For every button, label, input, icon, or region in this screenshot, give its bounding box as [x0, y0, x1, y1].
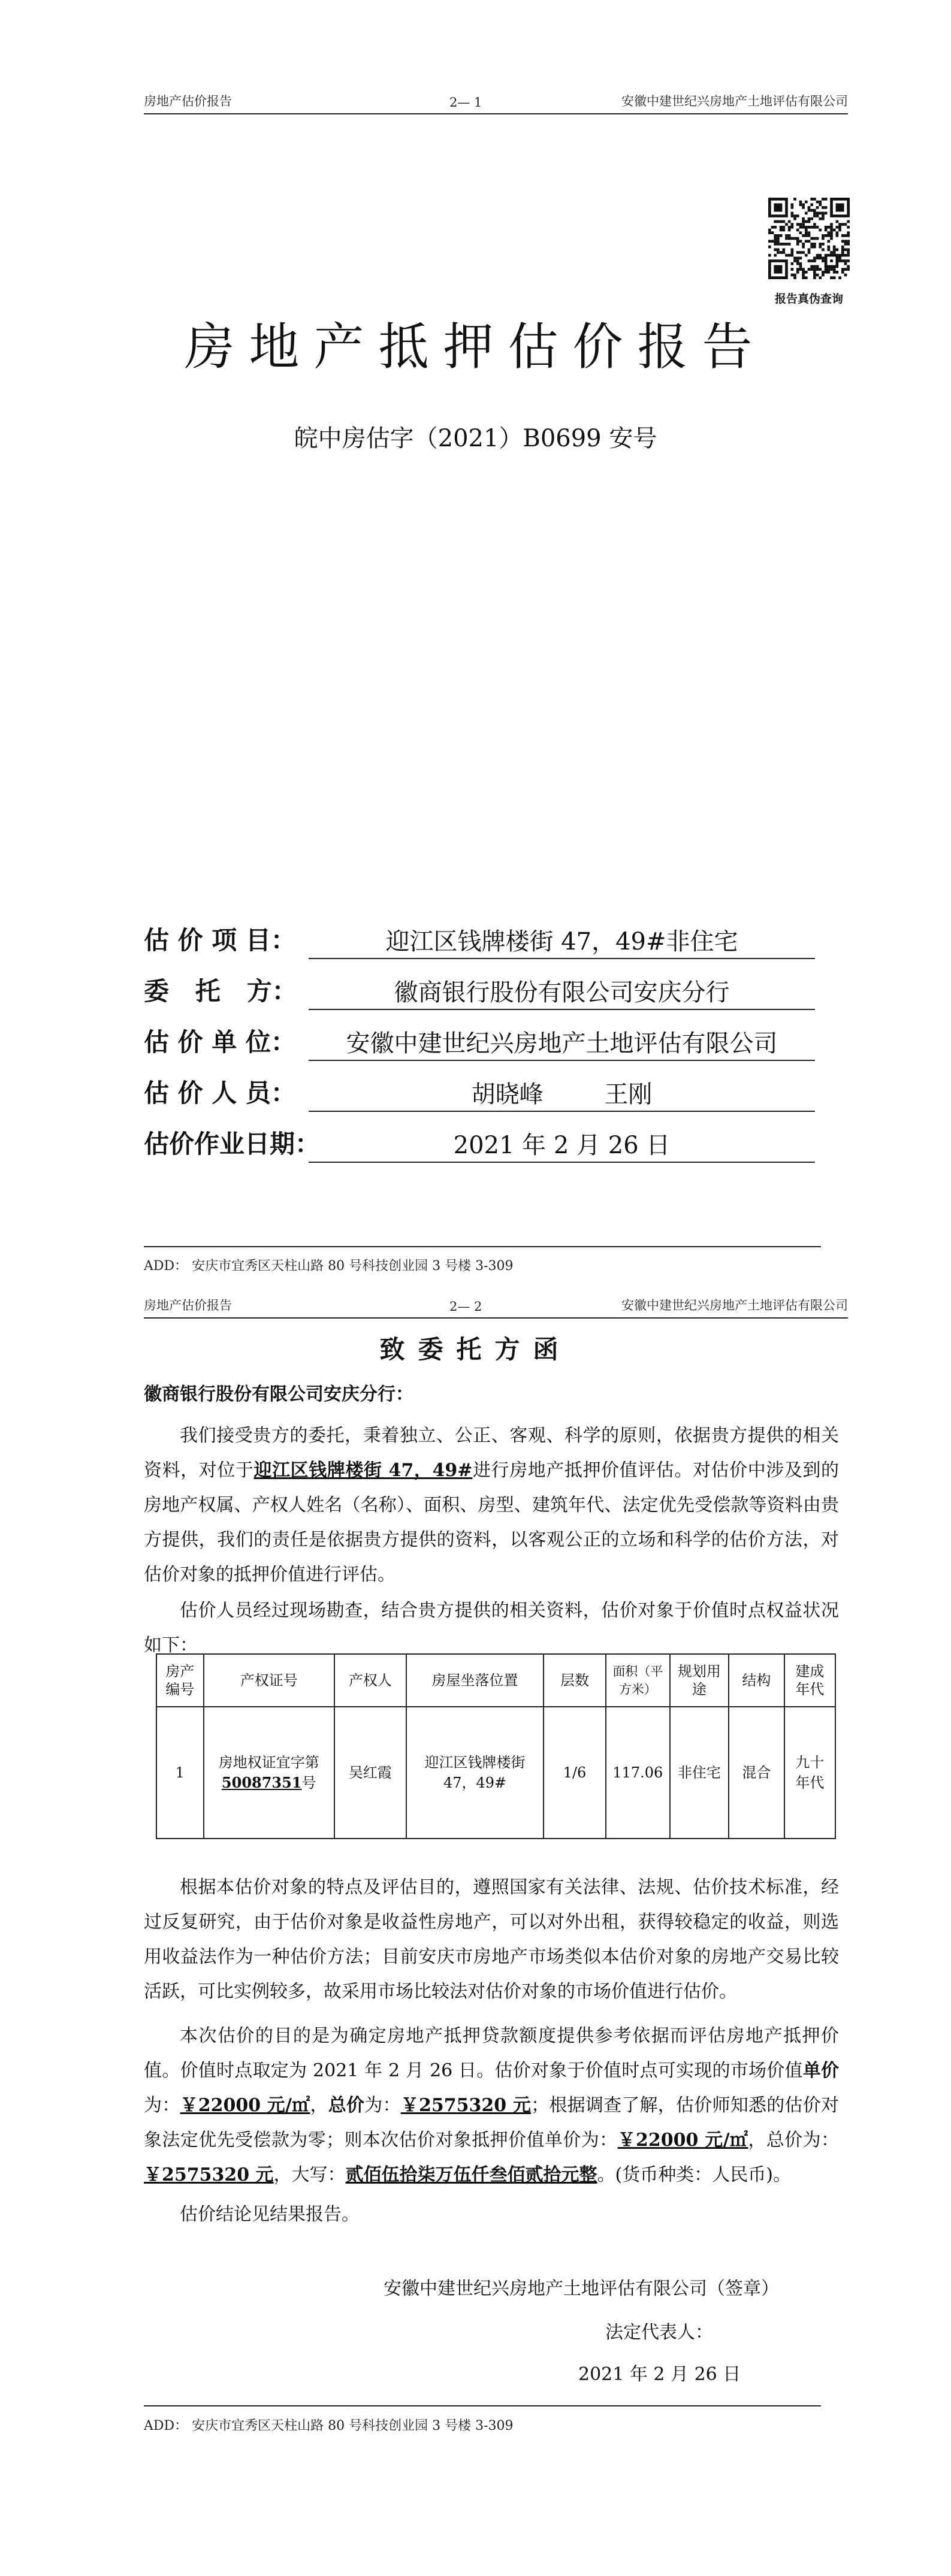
field-client-value: 徽商银行股份有限公司安庆分行 — [309, 973, 815, 1010]
cell-number: 1 — [156, 1707, 204, 1839]
signature-date: 2021 年 2 月 26 日 — [578, 2364, 741, 2385]
table-header-cell: 建成年代 — [784, 1654, 835, 1707]
header-left: 房地产估价报告 — [144, 1298, 232, 1313]
table-header-cell: 层数 — [544, 1654, 606, 1707]
table-header-row — [156, 1654, 835, 1707]
text: 号 — [301, 1774, 316, 1791]
mortgage-unit-price: ￥22000 元/㎡ — [617, 2130, 748, 2151]
paragraph-conclusion: 估价结论见结果报告。 — [180, 2204, 360, 2225]
cell-owner: 吴红霞 — [334, 1707, 406, 1839]
cell-structure: 混合 — [729, 1707, 784, 1839]
qr-code-icon[interactable] — [768, 198, 850, 279]
cell-use: 非住宅 — [670, 1707, 729, 1839]
paragraph-method: 根据本估价对象的特点及评估目的，遵照国家有关法律、法规、估价技术标准，经过反复研究，由于估价对象是收益性房地产，可以对外出租，获得较稳定的收益，则选用收益法作为一种估价方法；目前安庆市房地产市场类似本估价对象的房地产交易比较活跃，可比实例较多，故采用市场比较法对估价对象的市场价值进行估价。 — [144, 1877, 839, 2002]
text: ，总价为： — [748, 2130, 839, 2151]
table-header-cell: 房屋坐落位置 — [406, 1654, 544, 1707]
table-header-cell: 产权人 — [334, 1654, 406, 1707]
label-total-price: 总价 — [328, 2095, 365, 2116]
market-unit-price: ￥22000 元/㎡ — [180, 2095, 310, 2116]
header-right: 安徽中建世纪兴房地产土地评估有限公司 — [621, 1298, 848, 1313]
page-header — [144, 1297, 848, 1319]
field-work-date-label: 估价作业日期： — [144, 1129, 321, 1159]
cell-area: 117.06 — [606, 1707, 670, 1839]
report-title: 房地产抵押估价报告 — [184, 318, 767, 376]
signature-representative: 法定代表人： — [605, 2322, 713, 2343]
page-header — [144, 93, 848, 114]
table-header-cell: 房产编号 — [156, 1654, 204, 1707]
qr-caption: 报告真伪查询 — [774, 292, 843, 306]
field-work-date-value: 2021 年 2 月 26 日 — [309, 1126, 815, 1163]
field-project-value: 迎江区钱牌楼街 47，49#非住宅 — [309, 923, 815, 959]
text: ；根据调查了解，估价师知悉的估价对象法定优先受偿款为零；则本次估价对象抵押价值单价为： — [144, 2095, 840, 2151]
market-total-price: ￥2575320 元 — [400, 2095, 532, 2116]
text: ， — [310, 2095, 328, 2116]
mortgage-total-price: ￥2575320 元 — [144, 2164, 274, 2185]
paragraph-status: 估价人员经过现场勘查，结合贵方提供的相关资料，估价对象于价值时点权益状况如下： — [144, 1600, 839, 1656]
footer-divider — [144, 1246, 821, 1247]
footer-address: ADD： 安庆市宜秀区天柱山路 80 号科技创业园 3 号楼 3-309 — [144, 1259, 514, 1274]
text: 进行房地产抵押价值评估。对估价中涉及到的房地产权属、产权人姓名（名称）、面积、房型、建筑年代、法定优先受偿款等资料由贵方提供，我们的责任是依据贵方提供的资料，以客观公正的立场和科学的估价方法，对估价对象的抵押价值进行评估。 — [144, 1460, 840, 1585]
cell-floors: 1/6 — [544, 1707, 606, 1839]
header-page-number: 2— 2 — [449, 1299, 482, 1314]
text: 为： — [144, 2095, 180, 2116]
paragraph-intro — [144, 1419, 839, 1592]
certificate-number: 50087351 — [221, 1774, 302, 1791]
addressee: 徽商银行股份有限公司安庆分行： — [144, 1384, 413, 1405]
field-appraisers-label: 估 价 人 员： — [144, 1078, 296, 1108]
mortgage-total-capital: 贰佰伍拾柒万伍仟叁佰贰拾元整 — [345, 2164, 597, 2185]
letter-to-client-page — [0, 1288, 951, 2576]
text: 房地权证宜字第 — [218, 1754, 319, 1771]
footer-address: ADD： 安庆市宜秀区天柱山路 80 号科技创业园 3 号楼 3-309 — [144, 2418, 514, 2433]
field-appraisers-value: 胡晓峰 王刚 — [309, 1075, 815, 1112]
table-header-cell: 产权证号 — [204, 1654, 334, 1707]
footer-divider — [144, 2405, 821, 2406]
table-row — [156, 1707, 835, 1839]
document-number: 皖中房估字（2021）B0699 安号 — [294, 425, 657, 452]
text: 我们接受贵方的委托，秉着独立、公正、客观、科学的原则，依据贵方提供的相关资料，对位于 — [144, 1425, 839, 1481]
text: 为： — [364, 2095, 401, 2116]
property-location: 迎江区钱牌楼街 47，49# — [253, 1460, 473, 1481]
table-header-cell: 面积（平方米） — [606, 1654, 670, 1707]
header-right: 安徽中建世纪兴房地产土地评估有限公司 — [621, 94, 848, 108]
letter-title: 致委托方函 — [379, 1335, 572, 1364]
cell-certificate — [204, 1707, 334, 1839]
field-appraiser-org-label: 估 价 单 位： — [144, 1027, 296, 1057]
text: 本次估价的目的是为确定房地产抵押贷款额度提供参考依据而评估房地产抵押价值。价值时点取定为 2021 年 2 月 26 日。估价对象于价值时点可实现的市场价值 — [144, 2025, 839, 2081]
table-header-cell: 结构 — [729, 1654, 784, 1707]
header-left: 房地产估价报告 — [144, 94, 232, 108]
property-info-table — [156, 1653, 836, 1839]
field-appraiser-org-value: 安徽中建世纪兴房地产土地评估有限公司 — [309, 1024, 815, 1061]
cell-year: 九十年代 — [784, 1707, 835, 1839]
paragraph-valuation — [144, 2019, 839, 2193]
field-client-label: 委 托 方： — [144, 976, 297, 1006]
header-page-number: 2— 1 — [449, 95, 482, 110]
table-header-cell: 规划用途 — [670, 1654, 729, 1707]
signature-company: 安徽中建世纪兴房地产土地评估有限公司（签章） — [384, 2278, 779, 2299]
label-unit-price: 单价 — [802, 2060, 839, 2081]
text: ，大写： — [273, 2164, 346, 2185]
cell-location: 迎江区钱牌楼街 47，49# — [406, 1707, 544, 1839]
text: 。(货币种类：人民币)。 — [597, 2164, 791, 2185]
field-project-label: 估 价 项 目： — [144, 926, 296, 955]
